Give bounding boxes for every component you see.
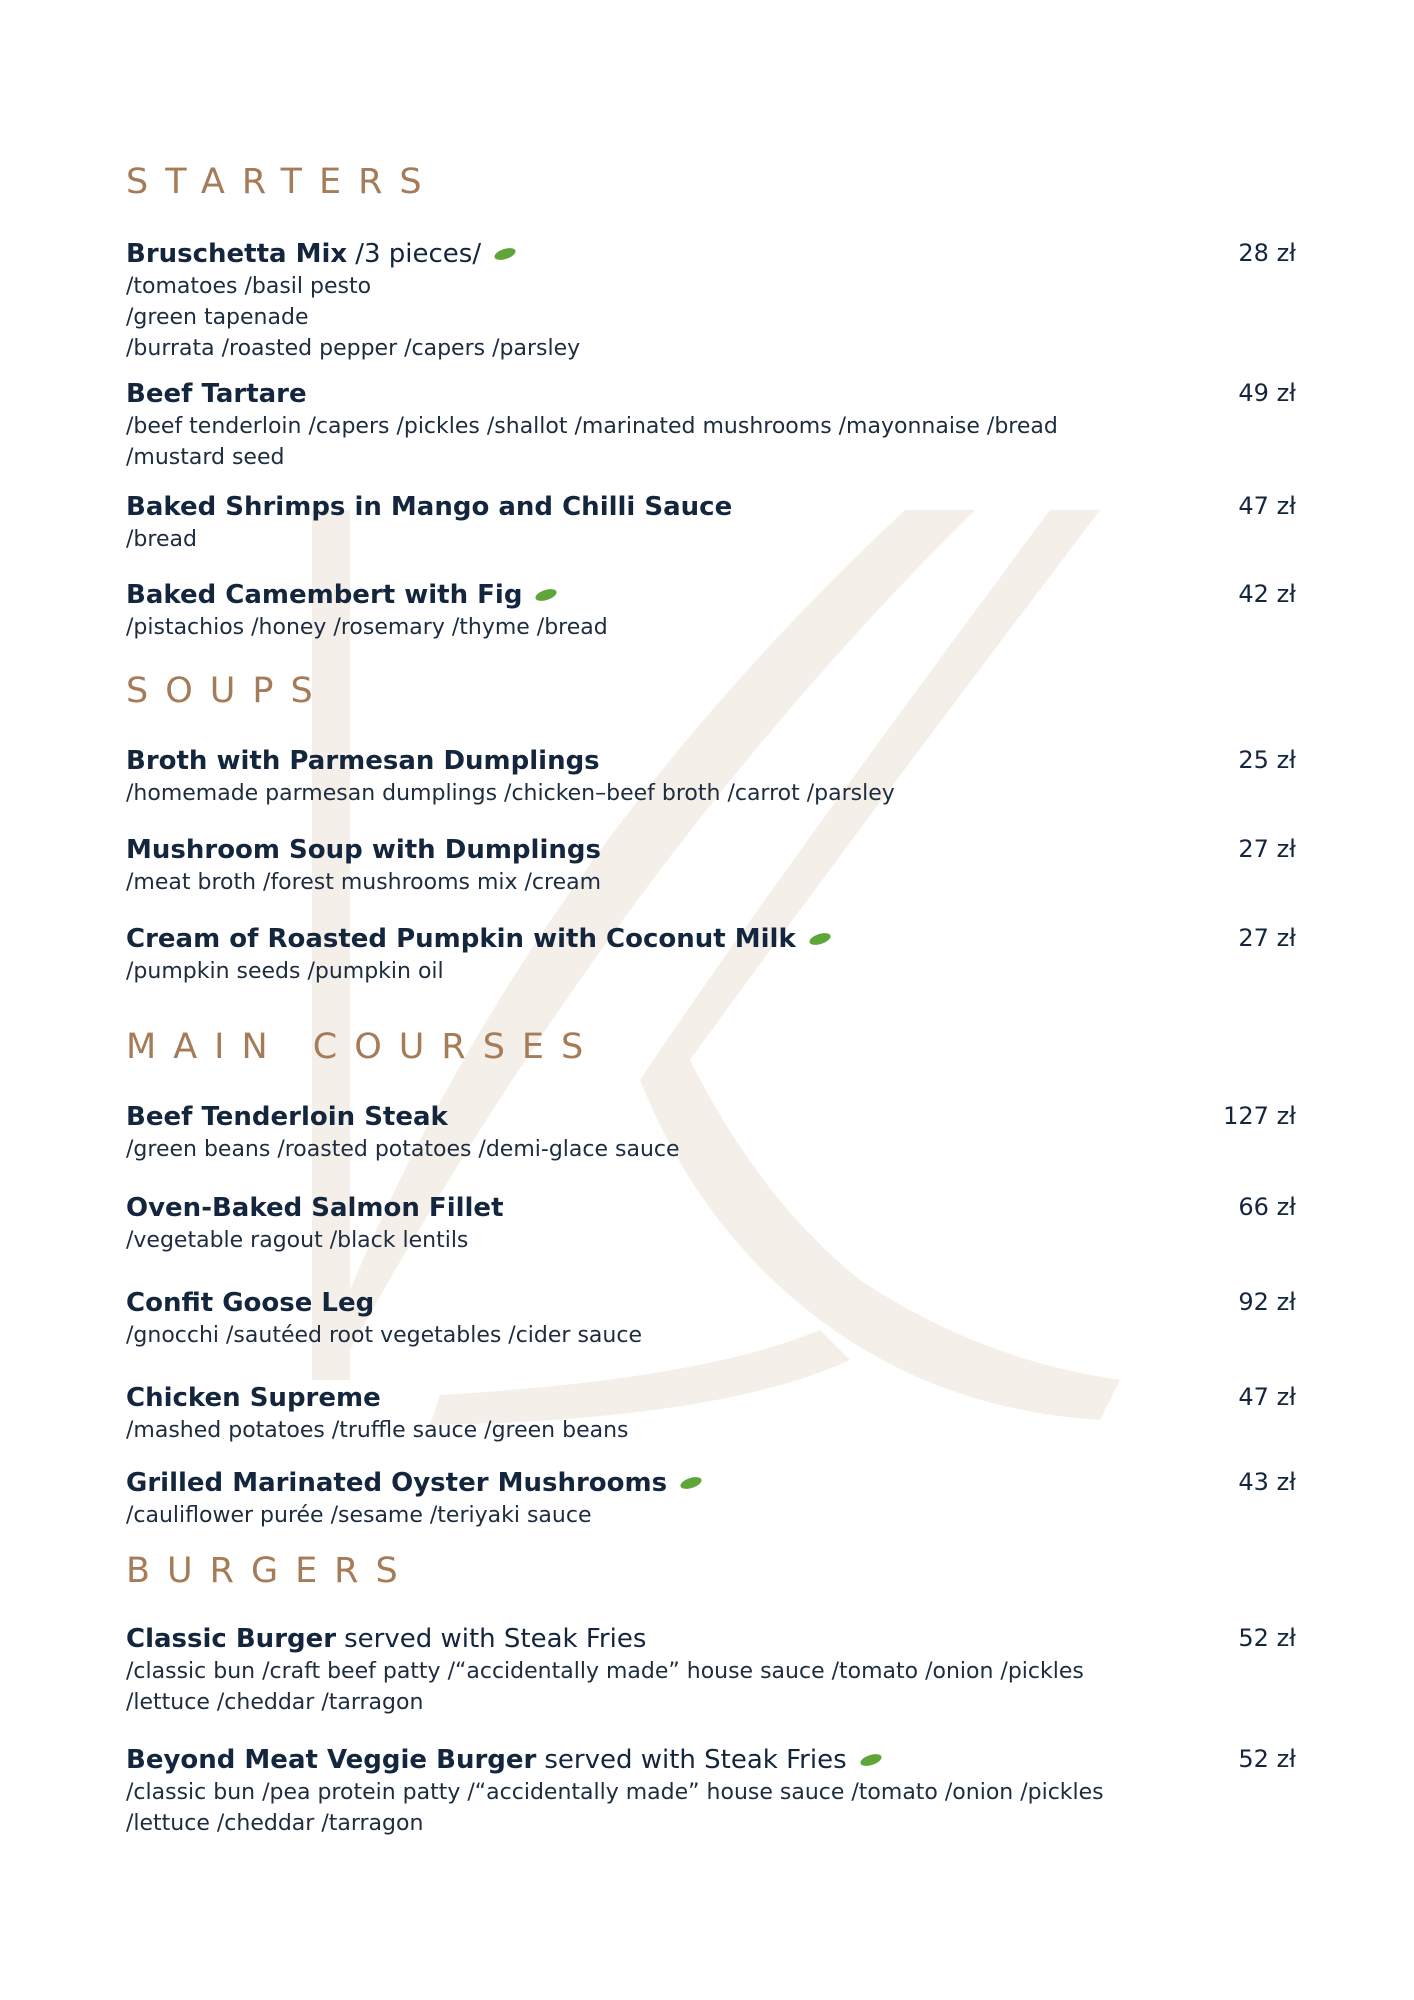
item-name: Chicken Supreme bbox=[126, 1383, 381, 1413]
item-ingredients-line: /classic bun /pea protein patty /“accidentally made” house sauce /tomato /onion /pickles bbox=[126, 1780, 1104, 1805]
vegetarian-leaf-icon bbox=[808, 932, 832, 946]
item-portion: /3 pieces/ bbox=[355, 239, 482, 269]
vegetarian-leaf-icon bbox=[534, 588, 558, 602]
item-ingredients-line: /meat broth /forest mushrooms mix /cream bbox=[126, 870, 602, 895]
vegetarian-leaf-icon bbox=[493, 247, 517, 261]
item-side-note: served with Steak Fries bbox=[344, 1624, 647, 1654]
section-title-main-courses: MAIN COURSES bbox=[126, 1027, 601, 1067]
item-price: 49 zł bbox=[1238, 379, 1296, 407]
item-price: 52 zł bbox=[1238, 1624, 1296, 1652]
menu-item-beef-tartare bbox=[126, 377, 1296, 473]
menu-item-bruschetta-mix bbox=[126, 237, 1296, 364]
menu-item-confit-goose-leg bbox=[126, 1286, 1296, 1351]
item-name: Beyond Meat Veggie Burger bbox=[126, 1745, 537, 1775]
item-name: Mushroom Soup with Dumplings bbox=[126, 835, 601, 865]
section-title-starters: STARTERS bbox=[126, 162, 439, 202]
item-side-note: served with Steak Fries bbox=[544, 1745, 847, 1775]
item-price: 27 zł bbox=[1238, 924, 1296, 952]
item-name: Bruschetta Mix bbox=[126, 239, 348, 269]
item-ingredients-line: /lettuce /cheddar /tarragon bbox=[126, 1690, 424, 1715]
item-price: 127 zł bbox=[1223, 1102, 1296, 1130]
item-ingredients-line: /lettuce /cheddar /tarragon bbox=[126, 1811, 424, 1836]
menu-item-chicken-supreme bbox=[126, 1381, 1296, 1446]
menu-item-broth-parmesan-dumplings bbox=[126, 744, 1296, 809]
menu-item-cream-of-pumpkin bbox=[126, 922, 1296, 987]
vegetarian-leaf-icon bbox=[859, 1753, 883, 1767]
section-title-soups: SOUPS bbox=[126, 671, 330, 711]
item-ingredients-line: /tomatoes /basil pesto bbox=[126, 274, 372, 299]
item-name: Beef Tartare bbox=[126, 379, 307, 409]
item-ingredients-line: /mustard seed bbox=[126, 445, 285, 470]
item-ingredients-line: /burrata /roasted pepper /capers /parsley bbox=[126, 336, 581, 361]
item-ingredients-line: /beef tenderloin /capers /pickles /shallot /marinated mushrooms /mayonnaise /bread bbox=[126, 414, 1058, 439]
item-price: 25 zł bbox=[1238, 746, 1296, 774]
menu-item-baked-shrimps bbox=[126, 490, 1296, 555]
item-price: 28 zł bbox=[1238, 239, 1296, 267]
item-price: 27 zł bbox=[1238, 835, 1296, 863]
item-name: Baked Camembert with Fig bbox=[126, 580, 523, 610]
item-name: Baked Shrimps in Mango and Chilli Sauce bbox=[126, 492, 733, 522]
item-ingredients-line: /mashed potatoes /truffle sauce /green beans bbox=[126, 1418, 629, 1443]
item-price: 43 zł bbox=[1238, 1468, 1296, 1496]
item-name: Grilled Marinated Oyster Mushrooms bbox=[126, 1468, 668, 1498]
item-name: Beef Tenderloin Steak bbox=[126, 1102, 448, 1132]
item-name: Classic Burger bbox=[126, 1624, 337, 1654]
item-price: 92 zł bbox=[1238, 1288, 1296, 1316]
item-ingredients-line: /pistachios /honey /rosemary /thyme /bread bbox=[126, 615, 608, 640]
menu-item-baked-camembert bbox=[126, 578, 1296, 643]
menu-item-oyster-mushrooms bbox=[126, 1466, 1296, 1531]
item-ingredients-line: /gnocchi /sautéed root vegetables /cider sauce bbox=[126, 1323, 642, 1348]
item-ingredients-line: /bread bbox=[126, 527, 197, 552]
item-ingredients-line: /green tapenade bbox=[126, 305, 309, 330]
item-price: 47 zł bbox=[1238, 492, 1296, 520]
section-title-burgers: BURGERS bbox=[126, 1551, 415, 1591]
item-name: Confit Goose Leg bbox=[126, 1288, 375, 1318]
item-ingredients-line: /pumpkin seeds /pumpkin oil bbox=[126, 959, 444, 984]
item-price: 52 zł bbox=[1238, 1745, 1296, 1773]
menu-item-salmon-fillet bbox=[126, 1191, 1296, 1256]
item-ingredients-line: /classic bun /craft beef patty /“accidentally made” house sauce /tomato /onion /pickles bbox=[126, 1659, 1084, 1684]
item-ingredients-line: /vegetable ragout /black lentils bbox=[126, 1228, 469, 1253]
menu-item-mushroom-soup bbox=[126, 833, 1296, 898]
vegetarian-leaf-icon bbox=[679, 1476, 703, 1490]
menu-item-beef-tenderloin-steak bbox=[126, 1100, 1296, 1165]
menu-item-classic-burger bbox=[126, 1622, 1296, 1718]
item-price: 42 zł bbox=[1238, 580, 1296, 608]
item-price: 47 zł bbox=[1238, 1383, 1296, 1411]
item-name: Oven-Baked Salmon Fillet bbox=[126, 1193, 504, 1223]
item-price: 66 zł bbox=[1238, 1193, 1296, 1221]
menu-item-beyond-meat-burger bbox=[126, 1743, 1296, 1839]
item-name: Broth with Parmesan Dumplings bbox=[126, 746, 600, 776]
item-ingredients-line: /cauliflower purée /sesame /teriyaki sauce bbox=[126, 1503, 592, 1528]
item-ingredients-line: /homemade parmesan dumplings /chicken–beef broth /carrot /parsley bbox=[126, 781, 895, 806]
item-ingredients-line: /green beans /roasted potatoes /demi-glace sauce bbox=[126, 1137, 680, 1162]
item-name: Cream of Roasted Pumpkin with Coconut Milk bbox=[126, 924, 796, 954]
